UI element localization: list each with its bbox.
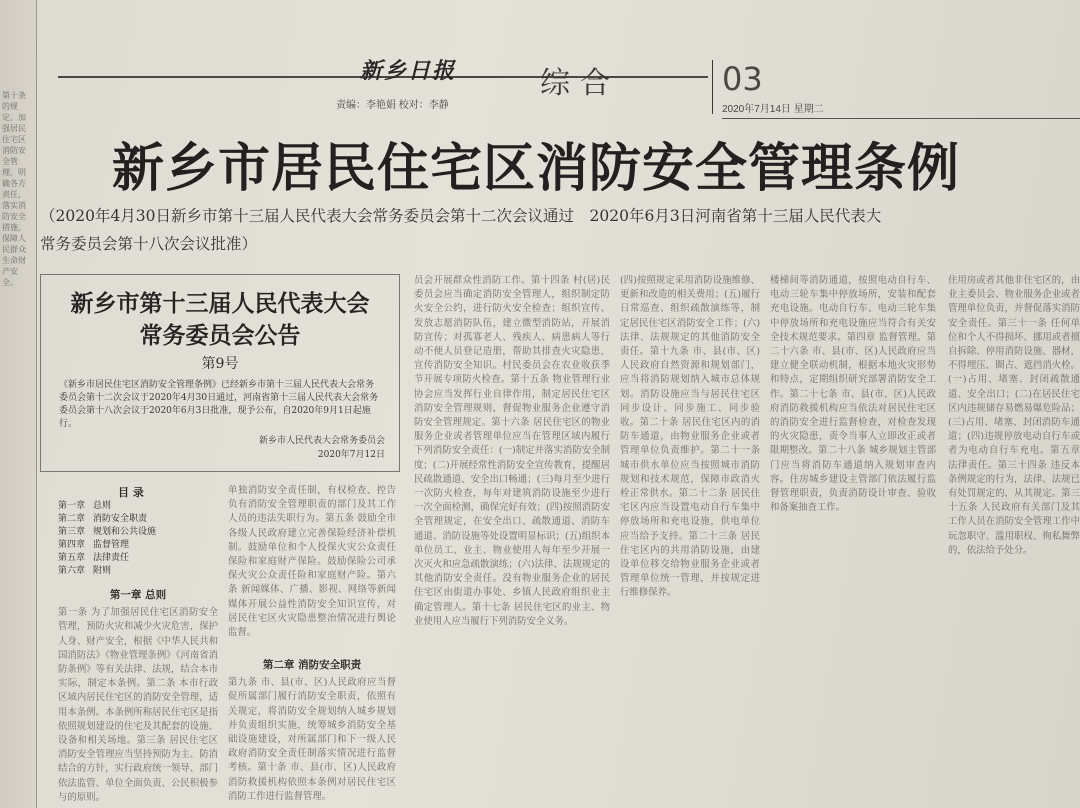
toc-item: 第三章 规划和公共设施 (58, 527, 157, 537)
adjacent-page-text: 第十条的规定，加强居民住宅区消防安全管理，明确各方责任，落实消防安全措施，保障人民群众生命财产安全。 (2, 91, 26, 287)
section-name: 综合 (540, 66, 620, 101)
page-headline: 新乡市居民住宅区消防安全管理条例 (112, 139, 961, 199)
announcement-date: 2020年7月12日 (317, 450, 385, 460)
toc-item: 第一章 总则 (58, 501, 112, 511)
announcement-title-line-1: 新乡市第十三届人民代表大会 (70, 290, 370, 317)
column-text: 第九条 市、县(市、区)人民政府应当督促所属部门履行消防安全职责，依照有关规定，将消防安全规划纳入城乡规划并负责组织实施，统筹城乡消防安全基础设施建设，对所属部门和下一级人民政府消防安全责任制落实情况进行监督考核。第十条 市、县(市、区)人民政府消防救援机构依照本条例对居民住宅区消防工作进行监督管理。 (228, 677, 396, 802)
adjacent-page-edge (0, 0, 37, 808)
article-column-2-bottom (228, 654, 396, 808)
toc-item: 第二章 消防安全职责 (58, 514, 148, 524)
article-column-4 (620, 274, 760, 808)
toc-title: 目 录 (118, 486, 144, 499)
announcement-signer: 新乡市人民代表大会常务委员会 (258, 436, 385, 446)
column-text: 住用房或者其他非住宅区的，由业主委员会、物业服务企业或者管理单位负责，并督促落实消防安全责任。第三十一条 任何单位和个人不得损坏、挪用或者擅自拆除、停用消防设施、器材，不得埋压、圈占、遮挡消火栓。(一)占用、堵塞、封闭疏散通道、安全出口；(二)在居民住宅区内违规储存易燃易爆危险品；(三)占用、堵塞、封闭消防车通道；(四)违规停放电动自行车或者为电动自行车充电。第五章 法律责任。第三十四条 违反本条例规定的行为，法律、法规已有处罚规定的，从其规定。第三十五条 人民政府有关部门及其工作人员在消防安全管理工作中玩忽职守、滥用职权、徇私舞弊的，依法给予处分。 (948, 275, 1080, 556)
announcement-title-line-2: 常务委员会公告 (139, 322, 301, 349)
page-number: 03 (722, 60, 763, 98)
date-rule (722, 118, 1080, 119)
article-column-2-top (228, 484, 396, 654)
toc-item: 第四章 监督管理 (58, 540, 130, 550)
announcement-box (40, 274, 400, 472)
chapter-heading: 第二章 消防安全职责 (262, 659, 362, 671)
masthead-divider (712, 60, 713, 114)
article-column-5 (770, 274, 936, 808)
column-text: 楼梯间等消防通道，按照电动自行车、电动三轮车集中停放场所，安装和配套充电设施。电动自行车、电动三轮车集中停放场所和充电设施应当符合有关安全技术规范要求。第四章 监督管理。第二十六条 市、县(市、区)人民政府应当建立健全联动机制，根据本地火灾形势和特点，定期组织研究部署消防安全工作。第二十七条 市、县(市、区)人民政府消防救援机构应当依法对居民住宅区的消防安全进行监督检查，对检查发现的火灾隐患，责令当事人立即改正或者限期整改。第二十八条 城乡规划主管部门应当将消防车通道纳入规划审查内容。住房城乡建设主管部门依法履行监督管理职责，负责消防设计审查、验收和备案抽查工作。 (770, 275, 936, 514)
toc-item: 第五章 法律责任 (58, 553, 130, 563)
issue-date: 2020年7月14日 星期二 (722, 104, 824, 115)
article-column-1 (58, 584, 218, 808)
chapter-heading: 第一章 总则 (109, 589, 167, 601)
editor-credit: 责编：李艳娟 校对：李静 (336, 100, 449, 111)
newspaper-logo: 新乡日报 (360, 58, 457, 84)
subheadline-line-2: 常务委员会第十八次会议批准） (40, 235, 258, 253)
subheadline-line-1: （2020年4月30日新乡市第十三届人民代表大会常务委员会第十二次会议通过 2020年6月3日河南省第十三届人民代表大 (40, 207, 882, 225)
column-text: (四)按照规定采用消防设施维修、更新和改造的相关费用；(五)履行日常巡查、组织疏散演练等，制定居民住宅区消防安全工作；(六)法律、法规规定的其他消防安全责任。第十九条 市、县(市、区)人民政府自然资源和规划部门，应当将消防规划纳入城市总体规划。消防设施应当与居民住宅区同步设计、同步施工、同步验收。第二十条 居民住宅区内的消防车通道，由物业服务企业或者管理单位负责维护。第二十一条 城市供水单位应当按照城市消防规划和技术规范，保障市政消火栓正常供水。第二十二条 居民住宅区内应当设置电动自行车集中停放场所和充电设施，供电单位应当给予支持。第二十三条 居民住宅区内的共用消防设施，由建设单位移交给物业服务企业或者管理单位统一管理，并按规定进行维修保养。 (620, 275, 760, 599)
announcement-number: 第9号 (201, 356, 239, 372)
column-text: 单独消防安全责任制，有权检查、控告负有消防安全管理职责的部门及其工作人员的违法失职行为。第五条 鼓励全市各级人民政府建立完善保险经济补偿机制。鼓励单位和个人投保火灾公众责任保险和家庭财产保险。鼓励保险公司承保火灾公众责任险和家庭财产险。第六条 新闻媒体、广播、影视、网络等新闻媒体开展公益性消防安全知识宣传，对居民住宅区火灾隐患整治情况进行舆论监督。 (228, 485, 396, 639)
announcement-body: 《新乡市居民住宅区消防安全管理条例》已经新乡市第十三届人民代表大会常务委员会第十二次会议于2020年4月30日通过，河南省第十三届人民代表大会常务委员会第十八次会议于2020年6月3日批准，现予公布，自2020年9月1日起施行。 (59, 380, 379, 429)
table-of-contents (58, 500, 218, 578)
column-text: 第一条 为了加强居民住宅区消防安全管理，预防火灾和减少火灾危害，保护人身、财产安全，根据《中华人民共和国消防法》《物业管理条例》《河南省消防条例》等有关法律、法规，结合本市实际，制定本条例。第二条 本市行政区域内居民住宅区的消防安全管理，适用本条例。本条例所称居民住宅区是指依照规划建设的住宅及其配套的设施、设备和相关场地。第三条 居民住宅区消防安全管理应当坚持预防为主、防消结合的方针，实行政府统一领导、部门依法监管、单位全面负责、公民积极参与的原则。 (58, 607, 218, 803)
toc-item: 第六章 附则 (58, 566, 112, 576)
article-column-3 (414, 274, 610, 808)
column-text: 员会开展群众性消防工作。第十四条 村(居)民委员会应当确定消防安全管理人，组织制定防火安全公约，进行防火安全检查；组织宣传、发放志愿消防队伍，建立微型消防站，开展消防宣传；对孤寡老人、残疾人、病患病人等行动不便人员登记造册，帮助其排查火灾隐患，宣传消防安全知识。村民委员会在农业收获季节开展专项防火检查。第十五条 物业管理行业协会应当发挥行业自律作用，制定居民住宅区消防安全管理规则，督促物业服务企业遵守消防安全管理规定。第十六条 居民住宅区的物业服务企业或者管理单位应当在管理区域内履行下列消防安全责任：(一)制定并落实消防安全制度；(二)开展经常性消防安全宣传教育，提醒居民疏散通道、安全出口畅通；(三)每月至少进行一次防火检查，每年对建筑消防设施至少进行一次全面检测，确保完好有效；(四)按照消防安全管理规定，在安全出口、疏散通道、消防车通道、消防设施等处设置明显标识；(五)组织本单位员工、业主、物业使用人每年至少开展一次灭火和应急疏散演练；(六)法律、法规规定的其他消防安全责任。没有物业服务企业的居民住宅区由街道办事处、乡镇人民政府组织业主确定管理人。第十七条 居民住宅区的业主、物业使用人应当履行下列消防安全义务。 (414, 275, 610, 627)
article-column-6 (948, 274, 1080, 808)
